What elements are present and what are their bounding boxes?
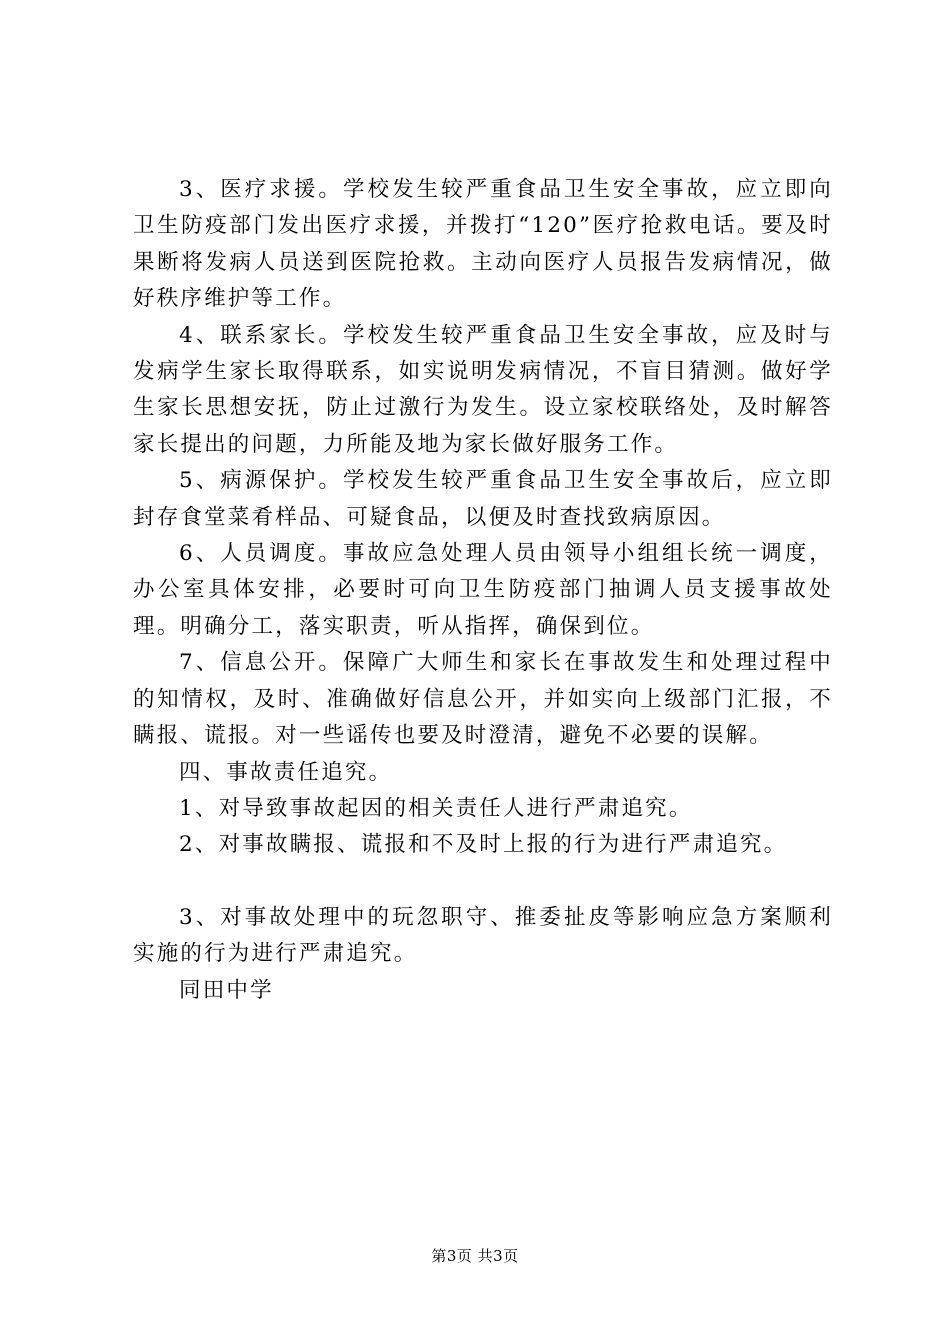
paragraph-personnel-dispatch: 6、人员调度。事故应急处理人员由领导小组组长统一调度，办公室具体安排，必要时可向卫生防疫部门抽调人员支援事故处理。明确分工，落实职责，听从指挥，确保到位。 — [133, 541, 833, 639]
signature-school-name: 同田中学 — [179, 977, 274, 1003]
paragraph-contact-parents: 4、联系家长。学校发生较严重食品卫生安全事故，应及时与发病学生家长取得联系，如实说明发病情况，不盲目猜测。做好学生家长思想安抚，防止过激行为发生。设立家校联络处，及时解答家长提出的问题，力所能及地为家长做好服务工作。 — [133, 322, 833, 457]
paragraph-source-protection: 5、病源保护。学校发生较严重食品卫生安全事故后，应立即封存食堂菜肴样品、可疑食品，以便及时查找致病原因。 — [133, 468, 833, 530]
blank-line — [133, 864, 833, 900]
paragraph-medical-aid: 3、医疗求援。学校发生较严重食品卫生安全事故，应立即向卫生防疫部门发出医疗求援，并拨打“120”医疗抢救电话。要及时果断将发病人员送到医院抢救。主动向医疗人员报告发病情况，做好秩序维护等工作。 — [133, 177, 833, 312]
paragraph-accountability-1: 1、对导致事故起因的相关责任人进行严肃追究。 — [179, 795, 693, 821]
page-number-footer: 第3页 共3页 — [431, 1247, 519, 1265]
paragraph-accountability-3: 3、对事故处理中的玩忽职守、推委扯皮等影响应急方案顺利实施的行为进行严肃追究。 — [133, 904, 833, 967]
paragraph-information-disclosure: 7、信息公开。保障广大师生和家长在事故发生和处理过程中的知情权，及时、准确做好信息公开，并如实向上级部门汇报，不瞒报、谎报。对一些谣传也要及时澄清，避免不必要的误解。 — [133, 650, 833, 749]
paragraph-accountability-2: 2、对事故瞒报、谎报和不及时上报的行为进行严肃追究。 — [179, 832, 788, 858]
document-body — [133, 172, 833, 1009]
section-heading-accountability: 四、事故责任追究。 — [179, 759, 393, 785]
